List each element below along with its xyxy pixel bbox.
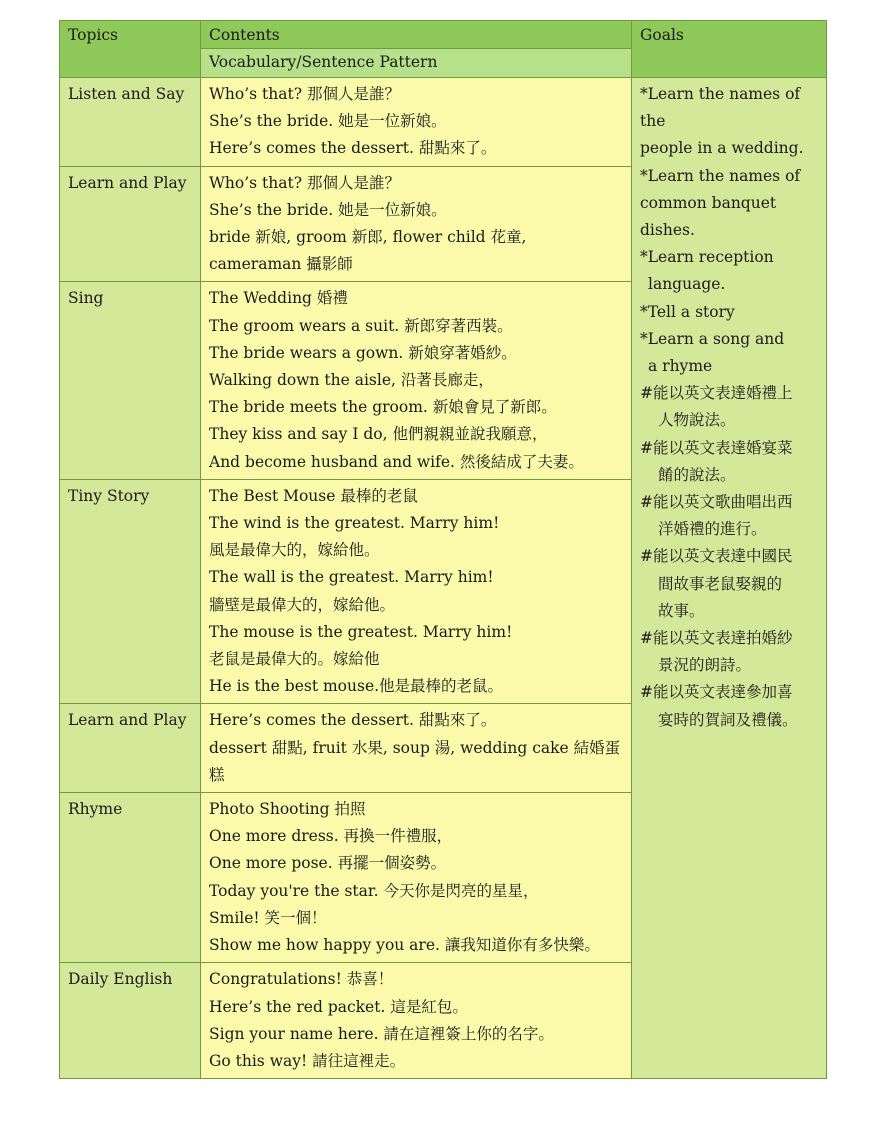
table-row xyxy=(60,78,827,167)
content-line: The bride wears a gown. 新娘穿著婚紗。 xyxy=(209,343,517,362)
content-line: The mouse is the greatest. Marry him! xyxy=(209,622,513,641)
content-line: 風是最偉大的，嫁給他。 xyxy=(209,541,380,560)
content-cell xyxy=(201,282,632,479)
content-line: Walking down the aisle, 沿著長廊走， xyxy=(209,371,494,390)
content-line: The Wedding 婚禮 xyxy=(209,289,348,308)
content-line: dessert 甜點, fruit 水果, soup 湯, wedding cake 結婚蛋糕 xyxy=(209,738,621,784)
goal-line: 宴時的賀詞及禮儀。 xyxy=(658,710,798,729)
content-line: 老鼠是最偉大的。嫁給他 xyxy=(209,650,380,669)
content-line: Here’s comes the dessert. 甜點來了。 xyxy=(209,711,497,730)
curriculum-table xyxy=(59,20,827,1079)
goal-line: #能以英文表達拍婚紗 xyxy=(640,629,793,648)
goal-line: *Tell a story xyxy=(640,302,735,321)
content-line: The groom wears a suit. 新郎穿著西裝。 xyxy=(209,316,513,335)
header-goals: Goals xyxy=(632,21,827,78)
content-line: Show me how happy you are. 讓我知道你有多快樂。 xyxy=(209,936,600,955)
header-topics: Topics xyxy=(60,21,201,78)
content-cell xyxy=(201,704,632,793)
content-line: One more dress. 再換一件禮服， xyxy=(209,827,453,846)
goal-line: 洋婚禮的進行。 xyxy=(658,520,767,539)
content-line: They kiss and say I do, 他們親親並說我願意， xyxy=(209,425,548,444)
content-line: The bride meets the groom. 新娘會見了新郎。 xyxy=(209,398,557,417)
content-line: Today you're the star. 今天你是閃亮的星星， xyxy=(209,881,539,900)
goal-line: *Learn the names of the xyxy=(640,85,801,131)
content-line: Sign your name here. 請在這裡簽上你的名字。 xyxy=(209,1024,554,1043)
topic-cell: Rhyme xyxy=(60,793,201,963)
topic-cell: Learn and Play xyxy=(60,166,201,282)
topic-cell: Daily English xyxy=(60,963,201,1079)
goal-line: #能以英文表達婚禮上 xyxy=(640,384,793,403)
content-line: The wall is the greatest. Marry him! xyxy=(209,568,494,587)
topic-cell: Tiny Story xyxy=(60,479,201,704)
content-line: 牆壁是最偉大的，嫁給他。 xyxy=(209,595,396,614)
header-contents: Contents xyxy=(201,21,632,49)
content-cell xyxy=(201,78,632,167)
goal-line: *Learn reception xyxy=(640,248,774,267)
goal-line: 故事。 xyxy=(658,601,705,620)
goal-line: #能以英文表達中國民 xyxy=(640,547,793,566)
goals-cell xyxy=(632,78,827,1079)
goal-line: common banquet xyxy=(640,193,777,212)
content-line: Go this way! 請往這裡走。 xyxy=(209,1051,406,1070)
content-line: The Best Mouse 最棒的老鼠 xyxy=(209,486,418,505)
content-line: Here’s comes the dessert. 甜點來了。 xyxy=(209,139,497,158)
goal-line: 餚的說法。 xyxy=(658,465,736,484)
topic-cell: Learn and Play xyxy=(60,704,201,793)
content-line: Here’s the red packet. 這是紅包。 xyxy=(209,997,468,1016)
content-cell xyxy=(201,479,632,704)
content-line: Who’s that? 那個人是誰？ xyxy=(209,85,400,103)
content-line: The wind is the greatest. Marry him! xyxy=(209,514,500,533)
goal-line: a rhyme xyxy=(648,357,713,376)
goal-line: #能以英文表達婚宴菜 xyxy=(640,438,793,457)
content-line: Who’s that? 那個人是誰？ xyxy=(209,173,400,192)
goal-line: *Learn the names of xyxy=(640,166,801,185)
content-line: bride 新娘, groom 新郎, flower child 花童, cameraman 攝影師 xyxy=(209,228,527,274)
content-line: And become husband and wife. 然後結成了夫妻。 xyxy=(209,452,584,471)
content-line: He is the best mouse.他是最棒的老鼠。 xyxy=(209,677,504,696)
goal-line: *Learn a song and xyxy=(640,329,785,348)
topic-cell: Sing xyxy=(60,282,201,479)
content-cell xyxy=(201,793,632,963)
content-line: Photo Shooting 拍照 xyxy=(209,800,366,819)
content-line: She’s the bride. 她是一位新娘。 xyxy=(209,112,447,131)
content-line: Smile! 笑一個！ xyxy=(209,908,327,927)
content-line: One more pose. 再擺一個姿勢。 xyxy=(209,854,447,873)
goal-line: 間故事老鼠娶親的 xyxy=(658,574,783,593)
content-line: Congratulations! 恭喜！ xyxy=(209,970,394,989)
goal-line: #能以英文表達參加喜 xyxy=(640,683,793,702)
goal-line: dishes. xyxy=(640,221,695,240)
goal-line: #能以英文歌曲唱出西 xyxy=(640,493,793,512)
goal-line: 景況的朗詩。 xyxy=(658,656,752,675)
goal-line: language. xyxy=(648,275,726,294)
topic-cell: Listen and Say xyxy=(60,78,201,167)
goal-line: 人物說法。 xyxy=(658,411,736,430)
header-contents-sub: Vocabulary/Sentence Pattern xyxy=(201,49,632,78)
content-line: She’s the bride. 她是一位新娘。 xyxy=(209,200,447,219)
content-cell xyxy=(201,166,632,282)
content-cell xyxy=(201,963,632,1079)
goal-line: people in a wedding. xyxy=(640,139,804,158)
